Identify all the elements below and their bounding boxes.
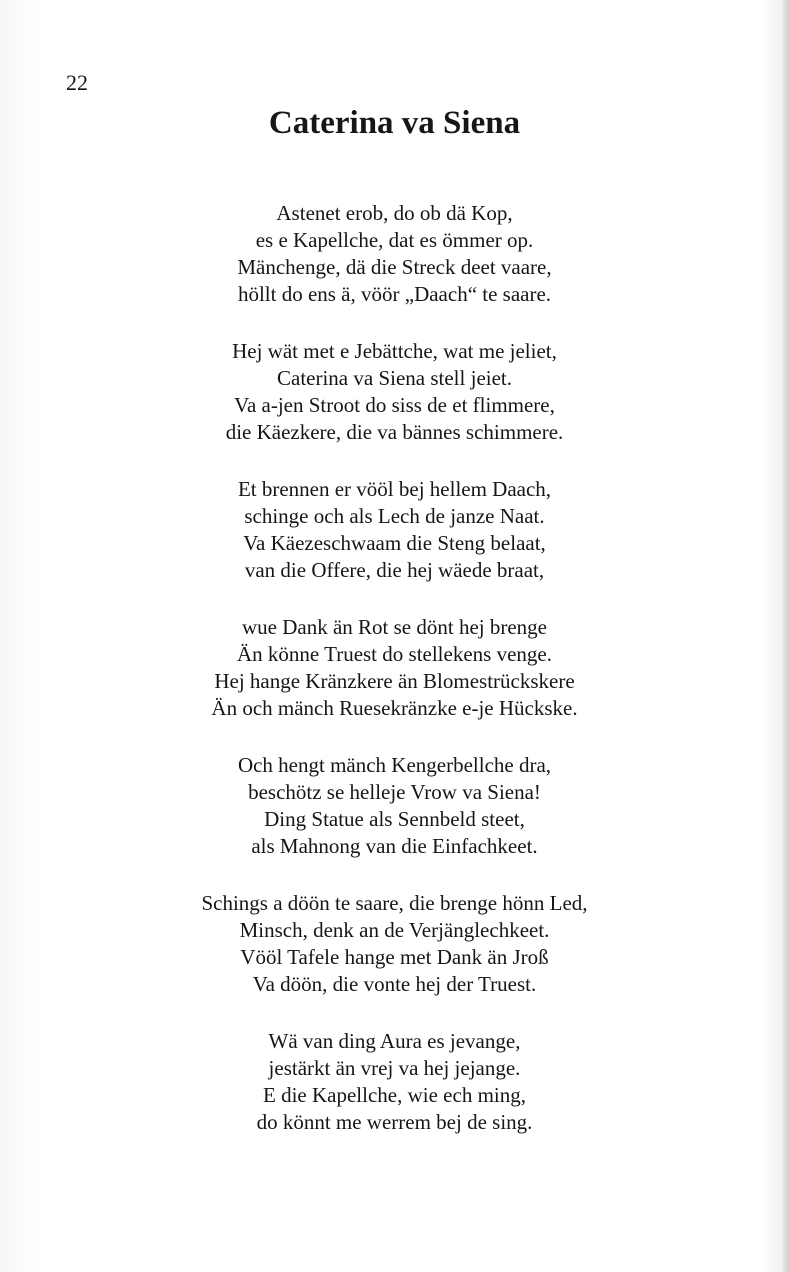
poem-line: Mänchenge, dä die Streck deet vaare, (237, 255, 552, 279)
poem-line: E die Kapellche, wie ech ming, (263, 1083, 526, 1107)
poem-line: Och hengt mänch Kengerbellche dra, (237, 753, 552, 777)
stanza-6 (0, 890, 789, 998)
poem-line: Et brennen er vööl bej hellem Daach, (237, 477, 552, 501)
poem-line: Hej hange Kränzkere än Blomestrückskere (214, 669, 575, 693)
poem-line: Schings a döön te saare, die brenge hönn Led, (201, 891, 588, 915)
poem-line: schinge och als Lech de janze Naat. (244, 504, 545, 528)
poem-line: als Mahnong van die Einfachkeet. (251, 834, 538, 858)
poem-line: van die Offere, die hej wäede braat, (244, 558, 545, 582)
poem-line: Caterina va Siena stell jeiet. (277, 366, 512, 390)
poem-line: Hej wät met e Jebättche, wat me jeliet, (232, 339, 557, 363)
page-number: 22 (66, 70, 88, 95)
poem-line: Än och mänch Ruesekränzke e-je Hückske. (211, 696, 578, 720)
poem-line: beschötz se helleje Vrow va Siena! (248, 780, 541, 804)
stanza-3 (0, 476, 789, 584)
poem-line: höllt do ens ä, vöör „Daach“ te saare. (237, 282, 552, 306)
poem-line: Va a-jen Stroot do siss de et flimmere, (234, 393, 555, 417)
stanza-1 (0, 200, 789, 308)
poem-line: Va Käezeschwaam die Steng belaat, (243, 531, 546, 555)
poem-line: Va döön, die vonte hej der Truest. (252, 972, 537, 996)
poem-line: jestärkt än vrej va hej jejange. (268, 1056, 521, 1080)
poem-title: Caterina va Siena (268, 105, 521, 141)
poem-line: wue Dank än Rot se dönt hej brenge (241, 615, 547, 639)
poem-body (0, 200, 789, 1166)
poem-line: Vööl Tafele hange met Dank än Jroß (240, 945, 549, 969)
stanza-7 (0, 1028, 789, 1136)
poem-line: die Käezkere, die va bännes schimmere. (225, 420, 564, 444)
stanza-4 (0, 614, 789, 722)
poem-line: Wä van ding Aura es jevange, (268, 1029, 521, 1053)
poem-line: Minsch, denk an de Verjänglechkeet. (239, 918, 550, 942)
poem-line: Ding Statue als Sennbeld steet, (264, 807, 525, 831)
stanza-5 (0, 752, 789, 860)
poem-line: do könnt me werrem bej de sing. (256, 1110, 533, 1134)
stanza-2 (0, 338, 789, 446)
poem-line: Än könne Truest do stellekens venge. (237, 642, 552, 666)
poem-line: es e Kapellche, dat es ömmer op. (255, 228, 534, 252)
poem-line: Astenet erob, do ob dä Kop, (276, 201, 513, 225)
